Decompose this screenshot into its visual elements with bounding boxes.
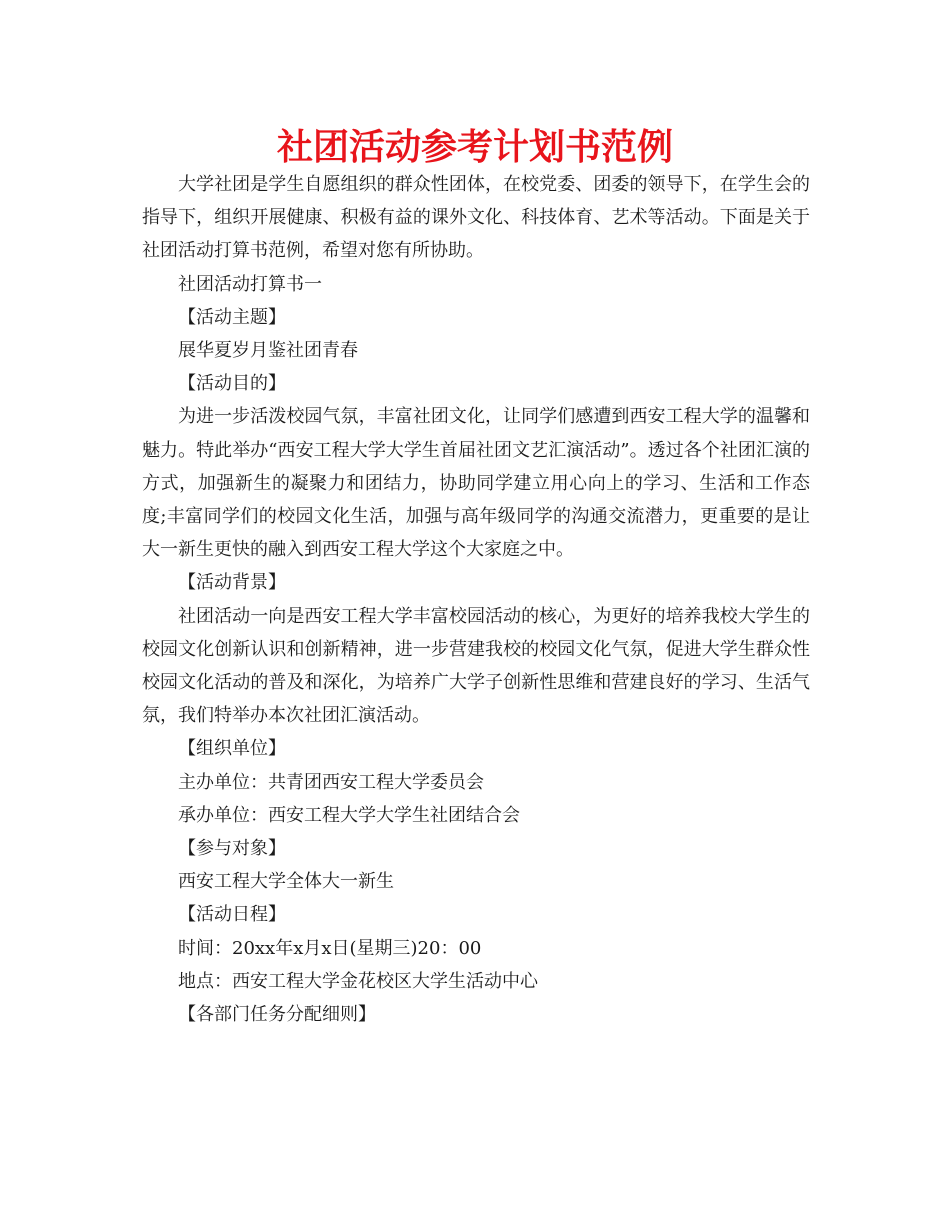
section-heading-participants: 【参与对象】 <box>178 838 286 860</box>
background-paragraph: 社团活动一向是西安工程大学丰富校园活动的核心，为更好的培养我校大学生的校园文化创新认识和创新精神，进一步营建我校的校园文化气氛，促进大学生群众性校园文化活动的普及和深化，为培养广大学子创新性思维和营建良好的学习、生活气氛，我们特举办本次社团汇演活动。 <box>142 605 810 727</box>
purpose-paragraph: 为进一步活泼校园气氛，丰富社团文化，让同学们感遭到西安工程大学的温馨和魅力。特此举办“西安工程大学大学生首届社团文艺汇演活动”。透过各个社团汇演的方式，加强新生的凝聚力和团结力，协助同学建立用心向上的学习、生活和工作态度;丰富同学们的校园文化生活，加强与高年级同学的沟通交流潜力，更重要的是让大一新生更快的融入到西安工程大学这个大家庭之中。 <box>142 406 810 561</box>
intro-paragraph: 大学社团是学生自愿组织的群众性团体，在校党委、团委的领导下，在学生会的指导下，组织开展健康、积极有益的课外文化、科技体育、艺术等活动。下面是关于社团活动打算书范例，希望对您有所协助。 <box>142 174 810 262</box>
host-unit-line: 主办单位：共青团西安工程大学委员会 <box>178 771 484 793</box>
schedule-location-line: 地点：西安工程大学金花校区大学生活动中心 <box>178 970 538 992</box>
participants-line: 西安工程大学全体大一新生 <box>178 871 394 893</box>
section-heading-organizers: 【组织单位】 <box>178 738 286 760</box>
section-heading-background: 【活动背景】 <box>178 572 286 594</box>
section-heading-purpose: 【活动目的】 <box>178 373 286 395</box>
document-body <box>142 168 810 1031</box>
document-title: 社团活动参考计划书范例 <box>276 127 673 168</box>
theme-text: 展华夏岁月鉴社团青春 <box>178 340 358 362</box>
section-heading-tasks: 【各部门任务分配细则】 <box>178 1004 376 1026</box>
organizer-unit-line: 承办单位：西安工程大学大学生社团结合会 <box>178 804 520 826</box>
schedule-time-line: 时间：20xx年x月x日(星期三)20：00 <box>178 937 482 959</box>
section-heading-schedule: 【活动日程】 <box>178 904 286 926</box>
section-heading-theme: 【活动主题】 <box>178 306 286 328</box>
plan-one-heading: 社团活动打算书一 <box>178 273 322 295</box>
